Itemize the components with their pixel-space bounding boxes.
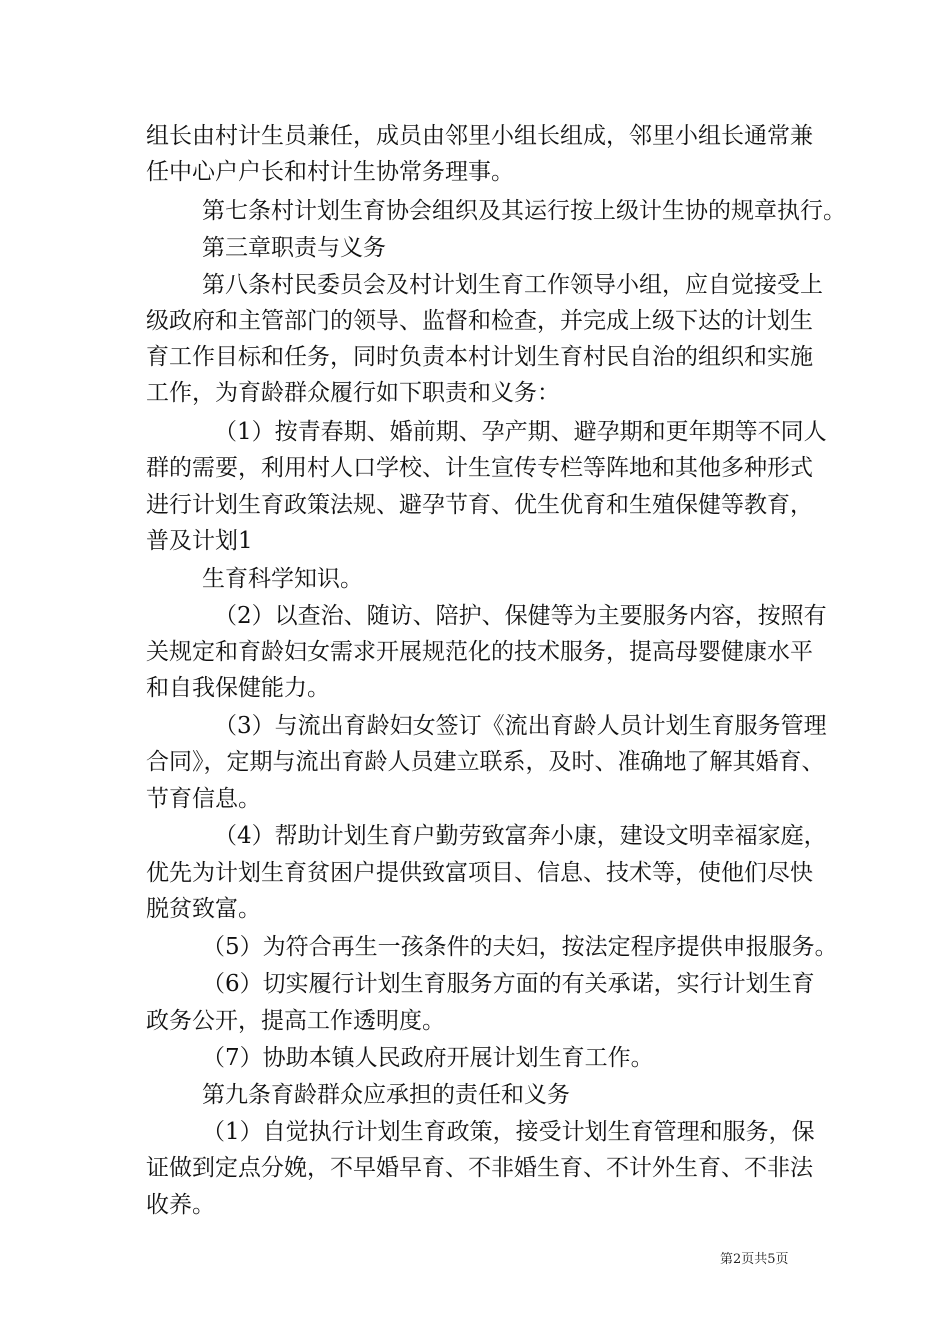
text-line: 生育科学知识。 [202,566,363,592]
text-line: 证做到定点分娩，不早婚早育、不非婚生育、不计外生育、不非法 [146,1155,813,1181]
text-line: 群的需要，利用村人口学校、计生宣传专栏等阵地和其他多种形式 [146,455,813,481]
text-line: 和自我保健能力。 [146,675,330,701]
section-heading: 第三章职责与义务 [202,235,386,261]
text-line: 关规定和育龄妇女需求开展规范化的技术服务，提高母婴健康水平 [146,639,813,665]
text-line: 合同》，定期与流出育龄人员建立联系，及时、准确地了解其婚育、 [146,749,825,775]
text-line: 任中心户户长和村计生协常务理事。 [146,159,514,185]
text-line: （3）与流出育龄妇女签订《流出育龄人员计划生育服务管理 [214,713,827,739]
text-line: （5）为符合再生一孩条件的夫妇，按法定程序提供申报服务。 [202,934,838,960]
text-line: 脱贫致富。 [146,896,261,922]
text-line: 工作，为育龄群众履行如下职责和义务： [146,380,560,406]
text-line: 节育信息。 [146,786,261,812]
text-line: （2）以查治、随访、陪护、保健等为主要服务内容，按照有 [214,603,827,629]
text-line: 优先为计划生育贫困户提供致富项目、信息、技术等，使他们尽快 [146,860,813,886]
text-line: 级政府和主管部门的领导、监督和检查，并完成上级下达的计划生 [146,308,813,334]
text-line: （7）协助本镇人民政府开展计划生育工作。 [202,1045,654,1071]
text-line: 组长由村计生员兼任，成员由邻里小组长组成，邻里小组长通常兼 [146,123,813,149]
text-line: （1）按青春期、婚前期、孕产期、避孕期和更年期等不同人 [214,419,827,445]
text-line: 第七条村计划生育协会组织及其运行按上级计生协的规章执行。 [202,198,846,224]
text-line: （4）帮助计划生育户勤劳致富奔小康，建设文明幸福家庭， [214,823,827,849]
text-line: 育工作目标和任务，同时负责本村计划生育村民自治的组织和实施 [146,344,813,370]
text-line: （1）自觉执行计划生育政策，接受计划生育管理和服务，保 [202,1119,815,1145]
text-line: 进行计划生育政策法规、避孕节育、优生优育和生殖保健等教育， [146,492,813,518]
text-line: 第八条村民委员会及村计划生育工作领导小组，应自觉接受上 [202,272,823,298]
text-line: 普及计划1 [146,528,253,554]
section-heading: 第九条育龄群众应承担的责任和义务 [202,1082,570,1108]
text-line: （6）切实履行计划生育服务方面的有关承诺，实行计划生育 [202,971,815,997]
text-line: 政务公开，提高工作透明度。 [146,1008,445,1034]
text-line: 收养。 [146,1192,215,1218]
page-number: 第2页共5页 [720,1252,789,1267]
